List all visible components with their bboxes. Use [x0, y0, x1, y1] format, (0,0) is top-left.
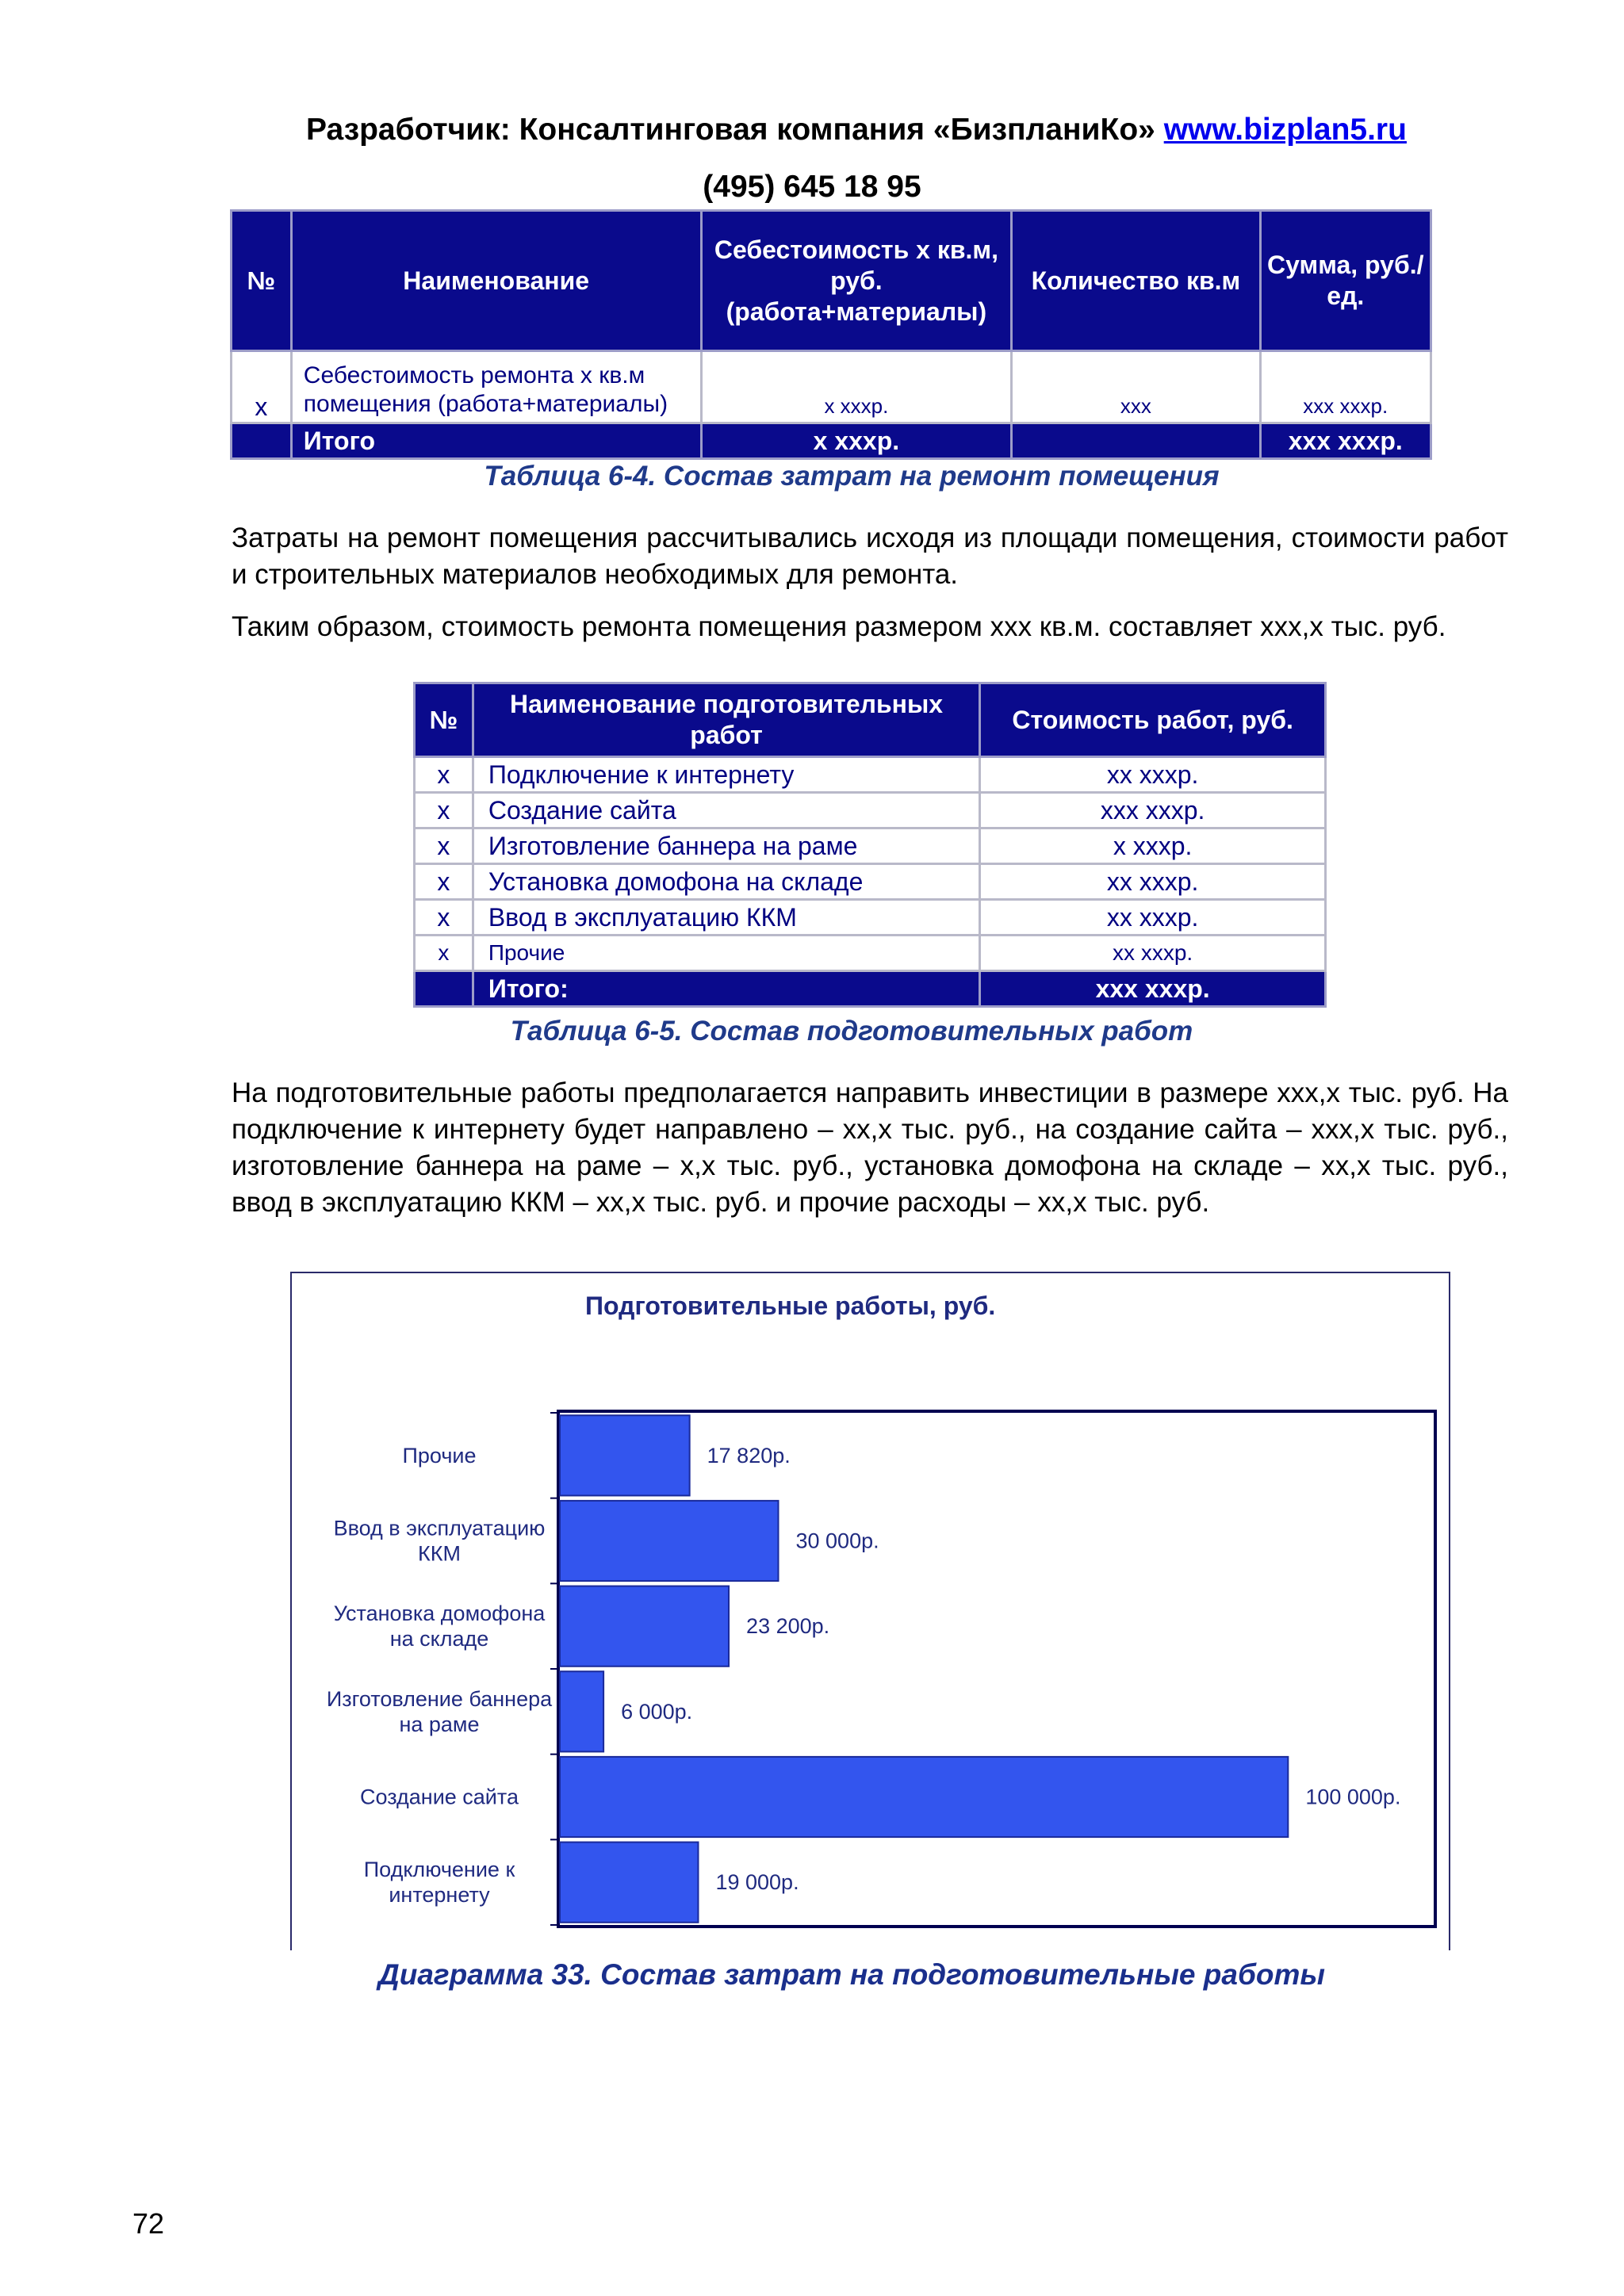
bar — [560, 1415, 690, 1495]
total-label: Итого: — [473, 971, 979, 1007]
bar-chart — [292, 1273, 1449, 1950]
paragraph-investments: На подготовительные работы предполагается направить инвестиции в размере ххх,х тыс. руб. На подключение к интернету будет направлено – хх,х тыс. руб., на создание сайта – ххх,х тыс. руб., изготовление баннера на раме – х,х тыс. руб., установка домофона на складе – хх,х тыс. руб., ввод в эксплуатацию ККМ – хх,х тыс. руб. и прочие расходы – хх,х тыс. руб. — [232, 1077, 1508, 1218]
header-sum: Сумма, руб./ед. — [1260, 211, 1431, 351]
row-num: х — [232, 351, 292, 423]
total-qty — [1012, 423, 1260, 459]
row-value: хх хххр. — [980, 936, 1326, 971]
row-value: хх хххр. — [980, 900, 1326, 936]
header-name: Наименование подготовительных работ — [473, 683, 979, 757]
row-value: ххх хххр. — [980, 793, 1326, 828]
page-number: 72 — [132, 2207, 165, 2240]
table-row — [415, 828, 1326, 864]
row-num: х — [415, 828, 473, 864]
developer-link[interactable]: www.bizplan5.ru — [1163, 113, 1407, 147]
header-developer — [44, 111, 1624, 149]
row-value: х хххр. — [980, 828, 1326, 864]
category-label: Прочие — [402, 1443, 477, 1468]
row-num: х — [415, 793, 473, 828]
total-row — [232, 423, 1431, 459]
row-num: х — [415, 864, 473, 900]
row-sum: ххх хххр. — [1260, 351, 1431, 423]
table-row — [415, 793, 1326, 828]
bar — [560, 1671, 603, 1751]
row-name: Себестоимость ремонта х кв.м помещения (работа+материалы) — [291, 351, 701, 423]
bar — [560, 1843, 698, 1923]
row-num: х — [415, 757, 473, 793]
chart-title: Подготовительные работы, руб. — [585, 1292, 996, 1320]
developer-name: Разработчик: Консалтинговая компания «БизпланиКо» — [306, 113, 1155, 147]
table-row — [415, 757, 1326, 793]
category-label: Установка домофона на складе — [333, 1601, 546, 1651]
bar-value-label: 23 200р. — [746, 1614, 830, 1639]
total-value: ххх хххр. — [980, 971, 1326, 1007]
row-name: Прочие — [473, 936, 979, 971]
chart-frame — [290, 1272, 1450, 1950]
row-value: хх хххр. — [980, 757, 1326, 793]
bar-value-label: 17 820р. — [707, 1443, 791, 1468]
repair-cost-table — [230, 209, 1432, 460]
bar — [560, 1501, 779, 1581]
table-6-5-caption: Таблица 6-5. Состав подготовительных работ — [510, 1016, 1193, 1047]
row-cost: х хххр. — [701, 351, 1012, 423]
row-value: хх хххр. — [980, 864, 1326, 900]
table-row — [415, 864, 1326, 900]
total-sum: ххх хххр. — [1260, 423, 1431, 459]
row-name: Ввод в эксплуатацию ККМ — [473, 900, 979, 936]
total-empty — [415, 971, 473, 1007]
row-name: Установка домофона на складе — [473, 864, 979, 900]
bar-value-label: 100 000р. — [1305, 1785, 1401, 1809]
header-value: Стоимость работ, руб. — [980, 683, 1326, 757]
table-row — [232, 351, 1431, 423]
header-num: № — [232, 211, 292, 351]
table-header-row — [232, 211, 1431, 351]
total-label: Итого — [291, 423, 701, 459]
category-label: Изготовление баннера на раме — [326, 1686, 553, 1736]
row-qty: ххх — [1012, 351, 1260, 423]
total-empty — [232, 423, 292, 459]
bar-value-label: 6 000р. — [621, 1699, 693, 1724]
table-6-4-caption: Таблица 6-4. Состав затрат на ремонт помещения — [484, 461, 1220, 492]
category-label: Ввод в эксплуатацию ККМ — [333, 1516, 546, 1566]
header-cost: Себестоимость х кв.м, руб. (работа+материалы) — [701, 211, 1012, 351]
paragraph-repair-total: Таким образом, стоимость ремонта помещения размером ххх кв.м. составляет ххх,х тыс. руб. — [232, 611, 1446, 642]
category-label: Создание сайта — [360, 1785, 519, 1809]
header-phone: (495) 645 18 95 — [703, 170, 921, 204]
paragraph-repair: Затраты на ремонт помещения рассчитывались исходя из площади помещения, стоимости работ и строительных материалов необходимых для ремонта. — [232, 522, 1508, 590]
header-num: № — [415, 683, 473, 757]
preparatory-works-table — [413, 682, 1327, 1008]
bar-value-label: 19 000р. — [715, 1870, 799, 1895]
header-qty: Количество кв.м — [1012, 211, 1260, 351]
diagram-33-caption: Диаграмма 33. Состав затрат на подготовительные работы — [378, 1958, 1325, 1991]
table-row — [415, 900, 1326, 936]
bar — [560, 1757, 1288, 1837]
row-name: Подключение к интернету — [473, 757, 979, 793]
total-cost: х хххр. — [701, 423, 1012, 459]
row-name: Изготовление баннера на раме — [473, 828, 979, 864]
bar — [560, 1586, 729, 1667]
total-row — [415, 971, 1326, 1007]
row-name: Создание сайта — [473, 793, 979, 828]
row-num: х — [415, 900, 473, 936]
category-label: Подключение к интернету — [363, 1858, 515, 1908]
header-name: Наименование — [291, 211, 701, 351]
row-num: х — [415, 936, 473, 971]
table-header-row — [415, 683, 1326, 757]
bar-value-label: 30 000р. — [795, 1529, 879, 1553]
table-row — [415, 936, 1326, 971]
